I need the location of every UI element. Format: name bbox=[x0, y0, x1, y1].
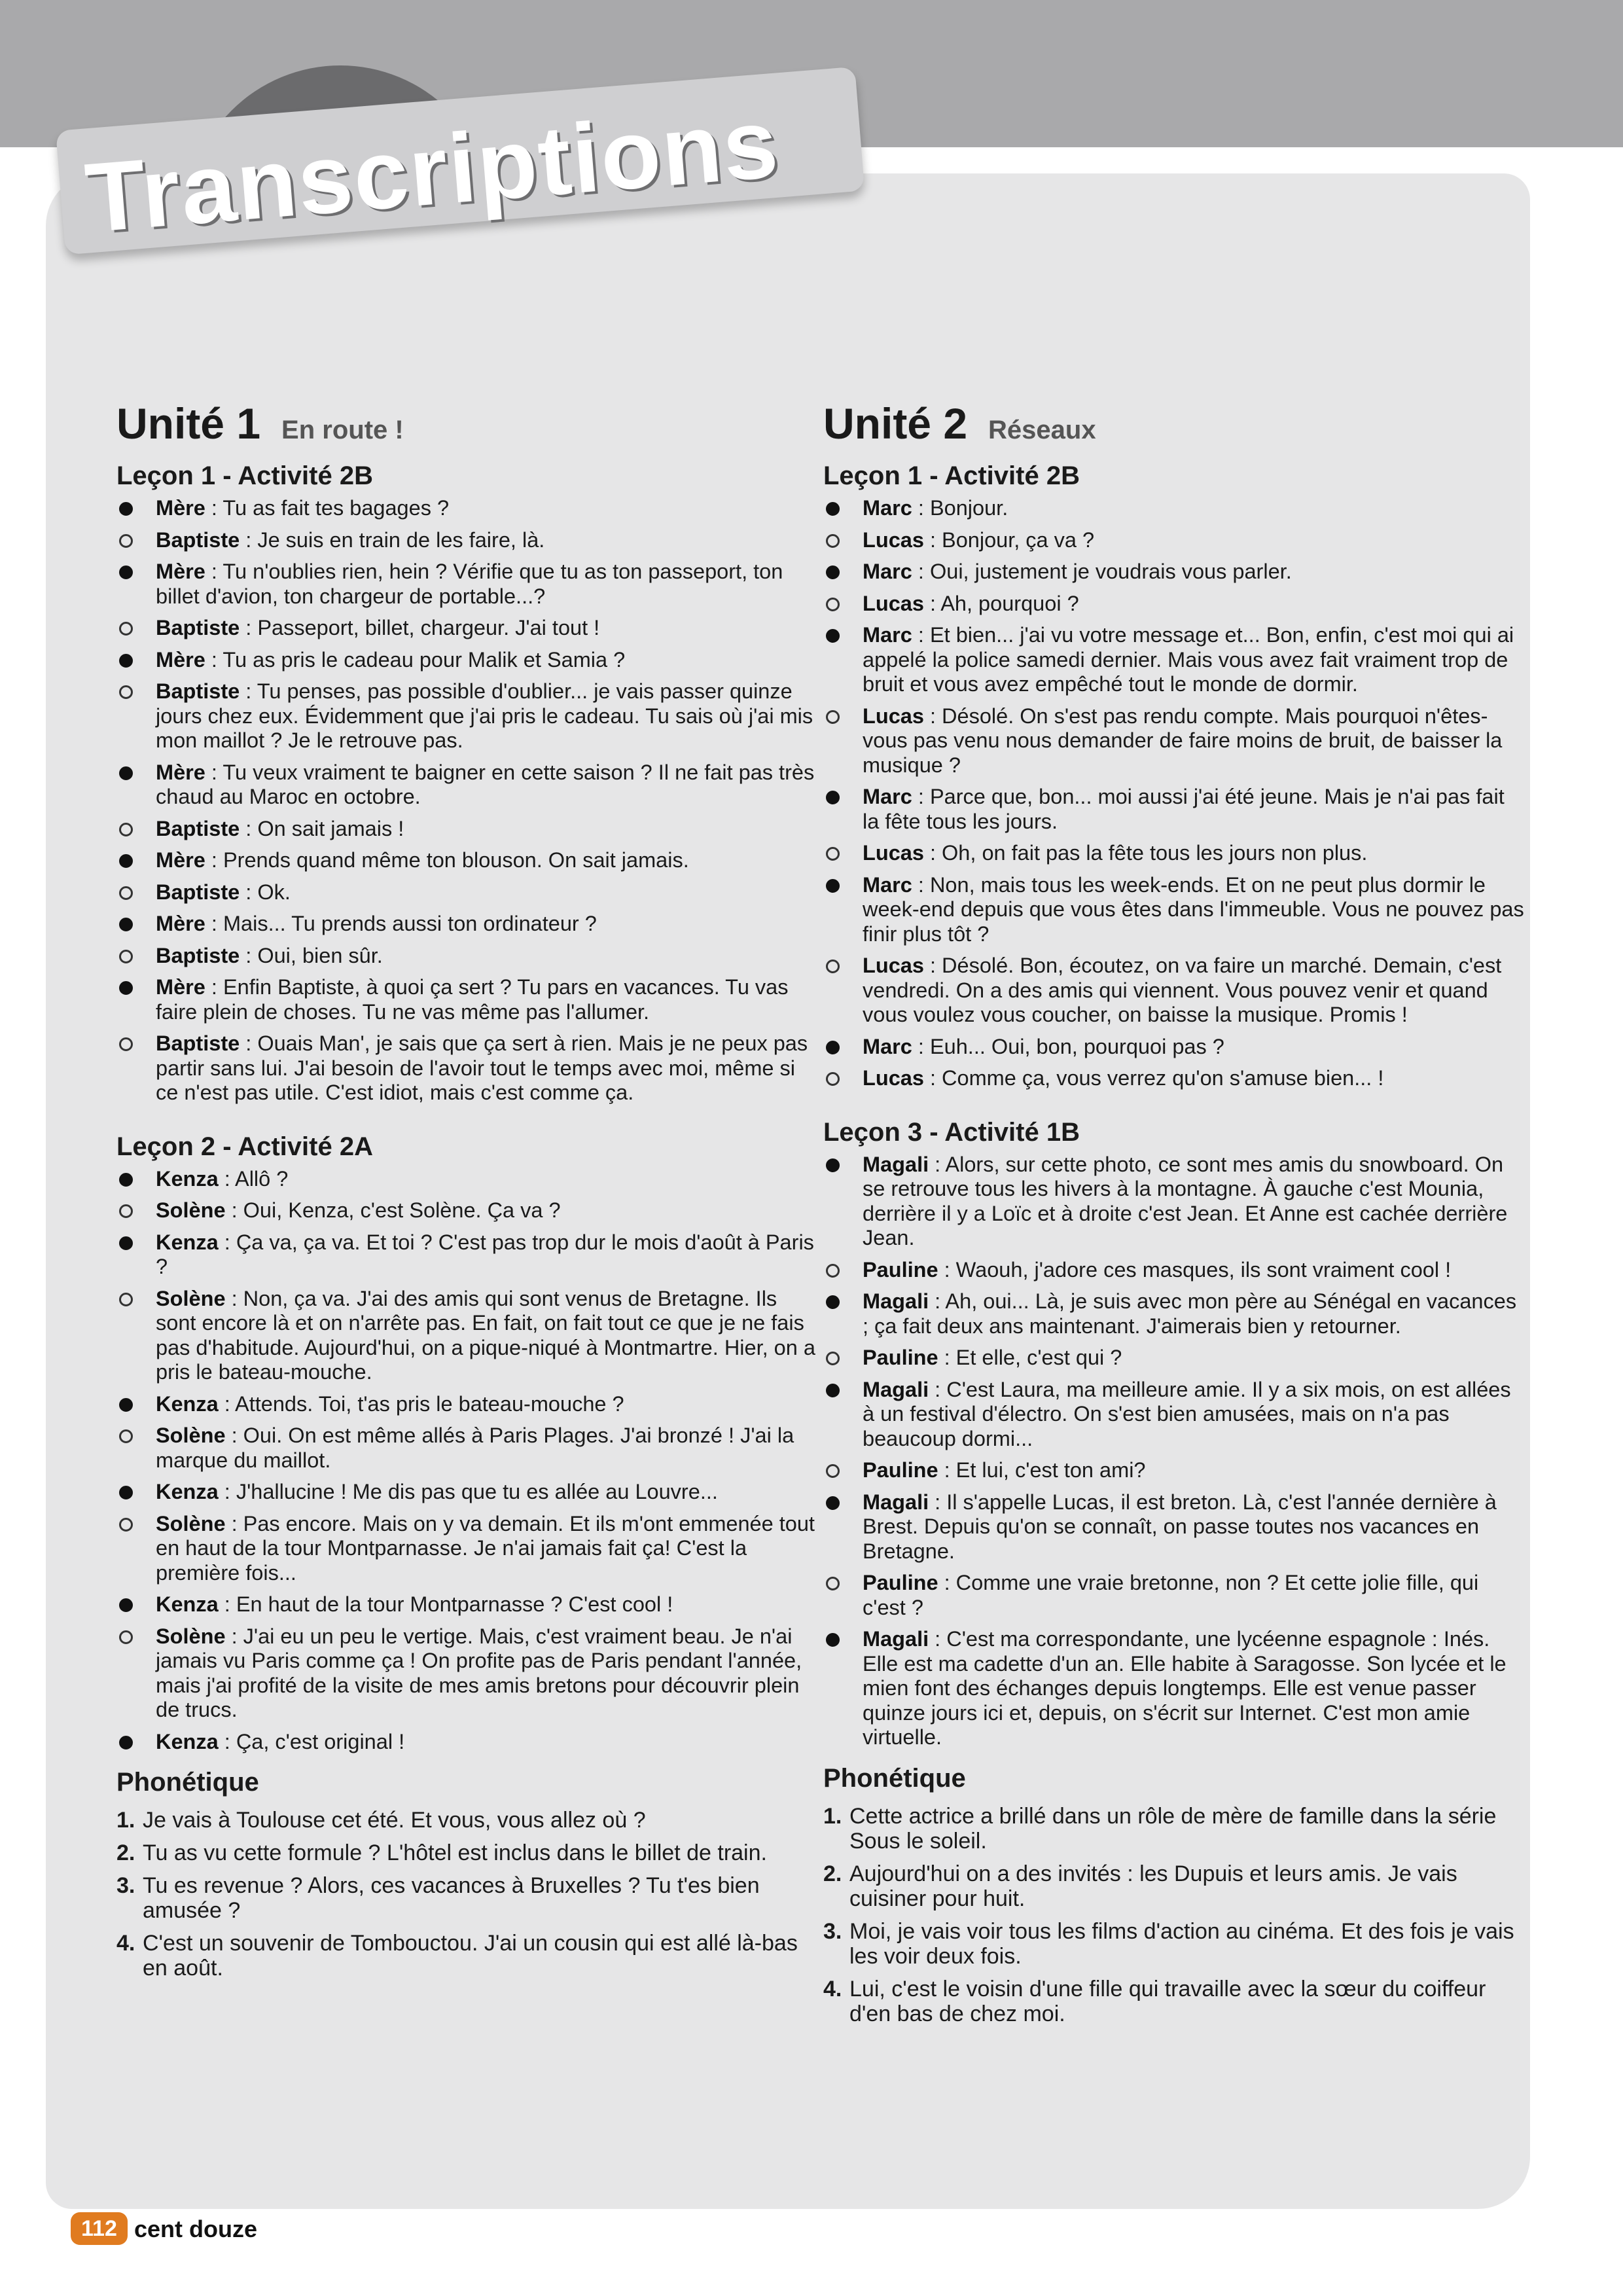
dialogue-text: : Comme une vraie bretonne, non ? Et cette jolie fille, qui c'est ? bbox=[863, 1571, 1479, 1619]
dialogue-line bbox=[823, 954, 1527, 1028]
dialogue-text: : En haut de la tour Montparnasse ? C'est cool ! bbox=[218, 1592, 673, 1616]
hollow-bullet-icon bbox=[826, 1264, 840, 1278]
page-number-badge: 112 bbox=[71, 2212, 128, 2245]
hollow-bullet-icon bbox=[826, 710, 840, 724]
dialogue-text: : Et lui, c'est ton ami? bbox=[938, 1458, 1146, 1482]
dialogue-line bbox=[116, 848, 820, 873]
dialogue-text: : Ok. bbox=[240, 880, 291, 904]
dialogue-line bbox=[823, 873, 1527, 947]
unit-number: Unité 2 bbox=[823, 399, 968, 448]
dialogue-text: : Alors, sur cette photo, ce sont mes amis du snowboard. On se retrouve tous les hivers à la montagne. À gauche c'est Mounia, derrière il y a Loïc et à droite c'est Jean. Et Anne est cachée derrière Jean. bbox=[863, 1152, 1508, 1249]
dialogue-line bbox=[116, 1730, 820, 1755]
phonetique-item bbox=[116, 1840, 820, 1865]
hollow-bullet-icon bbox=[119, 622, 133, 636]
dialogue-line bbox=[116, 1167, 820, 1192]
dialogue-line bbox=[116, 1424, 820, 1473]
dialogue-line bbox=[823, 1571, 1527, 1620]
dialogue-text: : Bonjour. bbox=[912, 496, 1008, 520]
phonetique-text: Aujourd'hui on a des invités : les Dupuis et leurs amis. Je vais cuisiner pour huit. bbox=[849, 1861, 1457, 1911]
speaker-name: Mère bbox=[156, 760, 205, 784]
phonetique-item bbox=[823, 1804, 1527, 1854]
speaker-name: Mère bbox=[156, 912, 205, 935]
speaker-name: Marc bbox=[863, 496, 912, 520]
speaker-name: Pauline bbox=[863, 1346, 938, 1369]
dialogue-list bbox=[823, 1153, 1527, 1750]
dialogue-text: : Oui. On est même allés à Paris Plages. J'ai bronzé ! J'ai la marque du maillot. bbox=[156, 1424, 794, 1472]
dialogue-line bbox=[823, 1035, 1527, 1060]
hollow-bullet-icon bbox=[826, 1352, 840, 1365]
hollow-bullet-icon bbox=[119, 1204, 133, 1218]
dialogue-line bbox=[116, 528, 820, 553]
speaker-name: Kenza bbox=[156, 1230, 219, 1254]
hollow-bullet-icon bbox=[826, 598, 840, 611]
dialogue-line bbox=[823, 1346, 1527, 1371]
dialogue-text: : Et elle, c'est qui ? bbox=[938, 1346, 1122, 1369]
hollow-bullet-icon bbox=[826, 1464, 840, 1478]
dialogue-line bbox=[823, 1289, 1527, 1338]
filled-bullet-icon bbox=[826, 1496, 840, 1510]
hollow-bullet-icon bbox=[826, 1577, 840, 1590]
dialogue-line bbox=[116, 1287, 820, 1385]
dialogue-list bbox=[823, 496, 1527, 1091]
item-number: 1. bbox=[823, 1803, 842, 1829]
filled-bullet-icon bbox=[826, 629, 840, 643]
dialogue-line bbox=[116, 496, 820, 521]
dialogue-line bbox=[116, 616, 820, 641]
filled-bullet-icon bbox=[119, 854, 133, 868]
phonetique-item bbox=[823, 1861, 1527, 1911]
filled-bullet-icon bbox=[826, 1041, 840, 1054]
speaker-name: Lucas bbox=[863, 591, 924, 615]
speaker-name: Mère bbox=[156, 560, 205, 583]
filled-bullet-icon bbox=[119, 565, 133, 579]
dialogue-text: : J'ai eu un peu le vertige. Mais, c'est vraiment beau. Je n'ai jamais vu Paris comme ça ! On profite pas de Paris pendant l'année, mais j'ai profité de la visite de mes amis bretons pour découvrir plein de trucs. bbox=[156, 1624, 802, 1721]
dialogue-text: : Bonjour, ça va ? bbox=[923, 528, 1095, 552]
filled-bullet-icon bbox=[119, 981, 133, 995]
hollow-bullet-icon bbox=[119, 823, 133, 836]
speaker-name: Baptiste bbox=[156, 616, 240, 639]
phonetique-item bbox=[823, 1919, 1527, 1969]
speaker-name: Baptiste bbox=[156, 528, 240, 552]
filled-bullet-icon bbox=[826, 1633, 840, 1647]
hollow-bullet-icon bbox=[119, 1037, 133, 1051]
dialogue-text: : Ouais Man', je sais que ça sert à rien. Mais je ne peux pas partir sans lui. J'ai besoin de l'avoir tout le temps avec moi, même si ce n'est pas utile. C'est idiot, mais c'est comme ça. bbox=[156, 1031, 808, 1104]
filled-bullet-icon bbox=[119, 766, 133, 780]
speaker-name: Baptiste bbox=[156, 1031, 240, 1055]
left-column bbox=[116, 401, 820, 1988]
speaker-name: Solène bbox=[156, 1286, 226, 1310]
dialogue-line bbox=[116, 944, 820, 969]
speaker-name: Magali bbox=[863, 1377, 929, 1401]
speaker-name: Pauline bbox=[863, 1571, 938, 1594]
speaker-name: Lucas bbox=[863, 841, 924, 865]
filled-bullet-icon bbox=[119, 1598, 133, 1612]
dialogue-line bbox=[116, 1480, 820, 1505]
dialogue-text: : Tu as pris le cadeau pour Malik et Samia ? bbox=[205, 647, 626, 672]
speaker-name: Solène bbox=[156, 1424, 226, 1447]
hollow-bullet-icon bbox=[119, 534, 133, 548]
dialogue-text: : Ah, oui... Là, je suis avec mon père au Sénégal en vacances ; ça fait deux ans maintenant. J'aimerais bien y retourner. bbox=[863, 1289, 1517, 1338]
dialogue-text: : Euh... Oui, bon, pourquoi pas ? bbox=[912, 1034, 1224, 1058]
dialogue-line bbox=[823, 496, 1527, 521]
speaker-name: Mère bbox=[156, 496, 205, 520]
dialogue-line bbox=[823, 560, 1527, 584]
filled-bullet-icon bbox=[119, 1173, 133, 1187]
speaker-name: Mère bbox=[156, 647, 205, 672]
dialogue-text: : Non, ça va. J'ai des amis qui sont venus de Bretagne. Ils sont encore là et on n'arrête pas. En fait, on fait tout ce que je ne fais pas d'habitude. Aujourd'hui, on a pique-niqué à Montmartre. Hier, on a pris le bateau-mouche. bbox=[156, 1286, 815, 1384]
item-number: 1. bbox=[116, 1808, 135, 1833]
phonetique-item bbox=[116, 1808, 820, 1833]
phonetique-item bbox=[823, 1977, 1527, 2026]
dialogue-text: : Non, mais tous les week-ends. Et on ne peut plus dormir le week-end depuis que vous êtes dans l'immeuble. Vous ne pouvez pas finir plus tôt ? bbox=[863, 872, 1524, 946]
dialogue-line bbox=[823, 1490, 1527, 1564]
hollow-bullet-icon bbox=[826, 847, 840, 861]
hollow-bullet-icon bbox=[119, 685, 133, 699]
speaker-name: Solène bbox=[156, 1198, 226, 1222]
phonetique-list bbox=[823, 1804, 1527, 2026]
speaker-name: Baptiste bbox=[156, 679, 240, 703]
dialogue-line bbox=[116, 679, 820, 753]
filled-bullet-icon bbox=[119, 1486, 133, 1499]
phonetique-list bbox=[116, 1808, 820, 1981]
unit-title: En route ! bbox=[281, 416, 404, 444]
item-number: 4. bbox=[116, 1931, 135, 1956]
dialogue-line bbox=[823, 1066, 1527, 1091]
dialogue-text: : Tu penses, pas possible d'oublier... je vais passer quinze jours chez eux. Évidemment que j'ai pris le cadeau. Tu sais où j'ai mis mon maillot ? Je le retrouve pas. bbox=[156, 679, 813, 752]
speaker-name: Mère bbox=[156, 975, 205, 999]
phonetique-text: Je vais à Toulouse cet été. Et vous, vous allez où ? bbox=[143, 1808, 646, 1833]
dialogue-text: : Attends. Toi, t'as pris le bateau-mouche ? bbox=[218, 1391, 624, 1416]
dialogue-text: : Pas encore. Mais on y va demain. Et ils m'ont emmenée tout en haut de la tour Montparnasse. Je n'ai jamais fait ça! C'est la première fois... bbox=[156, 1511, 815, 1585]
page-title: Transcriptions bbox=[81, 87, 783, 253]
dialogue-text: : Tu n'oublies rien, hein ? Vérifie que tu as ton passeport, ton billet d'avion, ton chargeur de portable...? bbox=[156, 560, 783, 608]
dialogue-text: : Désolé. Bon, écoutez, on va faire un marché. Demain, c'est vendredi. On a des amis qui viennent. Vous pouvez venir et quand vous voulez vous coucher, on baisse la musique. Promis ! bbox=[863, 954, 1502, 1026]
phonetique-heading: Phonétique bbox=[116, 1768, 259, 1797]
speaker-name: Mère bbox=[156, 848, 205, 872]
filled-bullet-icon bbox=[826, 879, 840, 893]
filled-bullet-icon bbox=[119, 1398, 133, 1412]
phonetique-item bbox=[116, 1931, 820, 1981]
dialogue-text: : Parce que, bon... moi aussi j'ai été jeune. Mais je n'ai pas fait la fête tous les jours. bbox=[863, 785, 1505, 833]
speaker-name: Magali bbox=[863, 1627, 929, 1651]
speaker-name: Marc bbox=[863, 623, 912, 647]
speaker-name: Pauline bbox=[863, 1458, 938, 1482]
item-number: 3. bbox=[116, 1873, 135, 1898]
item-number: 2. bbox=[823, 1861, 842, 1886]
dialogue-line bbox=[116, 1512, 820, 1586]
lesson-heading: Leçon 1 - Activité 2B bbox=[116, 461, 373, 490]
dialogue-line bbox=[116, 648, 820, 673]
dialogue-line bbox=[823, 623, 1527, 697]
speaker-name: Marc bbox=[863, 560, 912, 583]
dialogue-text: : Oui, justement je voudrais vous parler. bbox=[912, 560, 1292, 583]
dialogue-text: : Mais... Tu prends aussi ton ordinateur ? bbox=[205, 912, 597, 935]
dialogue-text: : C'est Laura, ma meilleure amie. Il y a six mois, on est allées à un festival d'électro. On s'est bien amusées, mais on n'a pas beaucoup dormi... bbox=[863, 1377, 1511, 1450]
dialogue-text: : Oui, Kenza, c'est Solène. Ça va ? bbox=[225, 1198, 561, 1222]
hollow-bullet-icon bbox=[826, 960, 840, 973]
dialogue-line bbox=[116, 1624, 820, 1723]
dialogue-line bbox=[823, 1258, 1527, 1283]
hollow-bullet-icon bbox=[826, 534, 840, 548]
phonetique-text: C'est un souvenir de Tombouctou. J'ai un cousin qui est allé là-bas en août. bbox=[143, 1931, 798, 1981]
dialogue-text: : Ah, pourquoi ? bbox=[923, 591, 1079, 615]
dialogue-text: : Ça, c'est original ! bbox=[218, 1729, 405, 1753]
dialogue-text: : Passeport, billet, chargeur. J'ai tout ! bbox=[240, 616, 600, 639]
dialogue-line bbox=[116, 1592, 820, 1617]
speaker-name: Kenza bbox=[156, 1592, 219, 1616]
hollow-bullet-icon bbox=[119, 1518, 133, 1532]
dialogue-text: : On sait jamais ! bbox=[240, 816, 404, 840]
unit-heading bbox=[823, 401, 1527, 454]
phonetique-text: Lui, c'est le voisin d'une fille qui travaille avec la sœur du coiffeur d'en bas de chez moi. bbox=[849, 1976, 1486, 2026]
speaker-name: Kenza bbox=[156, 1729, 219, 1753]
speaker-name: Solène bbox=[156, 1511, 226, 1535]
lesson-heading: Leçon 2 - Activité 2A bbox=[116, 1132, 373, 1161]
dialogue-text: : Oui, bien sûr. bbox=[240, 943, 383, 967]
item-number: 4. bbox=[823, 1976, 842, 2001]
hollow-bullet-icon bbox=[119, 1293, 133, 1306]
speaker-name: Lucas bbox=[863, 528, 924, 552]
dialogue-line bbox=[823, 592, 1527, 617]
filled-bullet-icon bbox=[826, 791, 840, 804]
dialogue-line bbox=[116, 1031, 820, 1105]
dialogue-text: : Désolé. On s'est pas rendu compte. Mais pourquoi n'êtes-vous pas venu nous demander de faire moins de bruit, de baisser la musique ? bbox=[863, 704, 1503, 777]
speaker-name: Magali bbox=[863, 1490, 929, 1514]
dialogue-line bbox=[116, 975, 820, 1024]
speaker-name: Marc bbox=[863, 872, 912, 897]
speaker-name: Baptiste bbox=[156, 880, 240, 904]
hollow-bullet-icon bbox=[826, 1072, 840, 1086]
phonetique-text: Cette actrice a brillé dans un rôle de mère de famille dans la série Sous le soleil. bbox=[849, 1803, 1497, 1854]
phonetique-item bbox=[116, 1873, 820, 1923]
speaker-name: Magali bbox=[863, 1289, 929, 1313]
speaker-name: Lucas bbox=[863, 954, 924, 977]
phonetique-heading: Phonétique bbox=[823, 1763, 966, 1793]
speaker-name: Magali bbox=[863, 1152, 929, 1176]
dialogue-text: : Tu veux vraiment te baigner en cette saison ? Il ne fait pas très chaud au Maroc en octobre. bbox=[156, 760, 815, 808]
phonetique-text: Moi, je vais voir tous les films d'action au cinéma. Et des fois je vais les voir deux fois. bbox=[849, 1918, 1514, 1969]
phonetique-text: Tu as vu cette formule ? L'hôtel est inclus dans le billet de train. bbox=[143, 1840, 767, 1865]
dialogue-text: : Enfin Baptiste, à quoi ça sert ? Tu pars en vacances. Tu vas faire plein de choses. Tu ne vas même pas l'allumer. bbox=[156, 975, 789, 1024]
dialogue-line bbox=[823, 528, 1527, 553]
filled-bullet-icon bbox=[826, 565, 840, 579]
unit-title: Réseaux bbox=[988, 416, 1096, 444]
dialogue-text: : Je suis en train de les faire, là. bbox=[240, 528, 545, 552]
dialogue-line bbox=[823, 1627, 1527, 1750]
dialogue-text: : Comme ça, vous verrez qu'on s'amuse bien... ! bbox=[923, 1066, 1384, 1090]
speaker-name: Baptiste bbox=[156, 816, 240, 840]
hollow-bullet-icon bbox=[119, 950, 133, 963]
dialogue-line bbox=[116, 1392, 820, 1417]
dialogue-text: : Allô ? bbox=[218, 1166, 289, 1191]
dialogue-text: : Ça va, ça va. Et toi ? C'est pas trop dur le mois d'août à Paris ? bbox=[156, 1230, 814, 1278]
dialogue-line bbox=[823, 704, 1527, 778]
lesson-heading: Leçon 3 - Activité 1B bbox=[823, 1117, 1080, 1147]
hollow-bullet-icon bbox=[119, 886, 133, 900]
phonetique-text: Tu es revenue ? Alors, ces vacances à Bruxelles ? Tu t'es bien amusée ? bbox=[143, 1873, 760, 1923]
dialogue-line bbox=[823, 841, 1527, 866]
dialogue-line bbox=[823, 1153, 1527, 1251]
filled-bullet-icon bbox=[119, 918, 133, 931]
dialogue-line bbox=[116, 761, 820, 810]
filled-bullet-icon bbox=[119, 1236, 133, 1250]
right-column bbox=[823, 401, 1527, 2034]
unit-number: Unité 1 bbox=[116, 399, 261, 448]
dialogue-text: : Waouh, j'adore ces masques, ils sont vraiment cool ! bbox=[938, 1257, 1452, 1282]
speaker-name: Solène bbox=[156, 1624, 226, 1648]
filled-bullet-icon bbox=[119, 1736, 133, 1749]
dialogue-text: : Prends quand même ton blouson. On sait jamais. bbox=[205, 848, 689, 872]
page-number-words: cent douze bbox=[134, 2215, 258, 2242]
dialogue-line bbox=[116, 817, 820, 842]
dialogue-text: : Oh, on fait pas la fête tous les jours non plus. bbox=[923, 841, 1368, 865]
dialogue-line bbox=[116, 1198, 820, 1223]
dialogue-text: : Tu as fait tes bagages ? bbox=[205, 496, 450, 520]
item-number: 2. bbox=[116, 1840, 135, 1865]
lesson-heading: Leçon 1 - Activité 2B bbox=[823, 461, 1080, 490]
speaker-name: Pauline bbox=[863, 1257, 938, 1282]
dialogue-line bbox=[823, 785, 1527, 834]
dialogue-line bbox=[116, 912, 820, 937]
speaker-name: Marc bbox=[863, 1034, 912, 1058]
filled-bullet-icon bbox=[119, 654, 133, 668]
filled-bullet-icon bbox=[826, 502, 840, 516]
dialogue-line bbox=[116, 1230, 820, 1280]
speaker-name: Baptiste bbox=[156, 943, 240, 967]
dialogue-list bbox=[116, 1167, 820, 1755]
speaker-name: Lucas bbox=[863, 1066, 924, 1090]
hollow-bullet-icon bbox=[119, 1630, 133, 1644]
speaker-name: Kenza bbox=[156, 1480, 219, 1503]
dialogue-text: : C'est ma correspondante, une lycéenne espagnole : Inés. Elle est ma cadette d'un an. Elle habite à Saragosse. Son lycée et le mien font des échanges depuis longtemps. Elle est venue passer quinze jours ici et, depuis, on s'écrit sur Internet. C'est mon amie virtuelle. bbox=[863, 1627, 1507, 1749]
filled-bullet-icon bbox=[826, 1158, 840, 1172]
dialogue-list bbox=[116, 496, 820, 1105]
dialogue-text: : Il s'appelle Lucas, il est breton. Là, c'est l'année dernière à Brest. Depuis qu'on se connaît, on passe toutes nos vacances en Bretagne. bbox=[863, 1490, 1497, 1563]
unit-heading bbox=[116, 401, 820, 454]
dialogue-text: : J'hallucine ! Me dis pas que tu es allée au Louvre... bbox=[218, 1480, 718, 1503]
speaker-name: Marc bbox=[863, 785, 912, 808]
speaker-name: Kenza bbox=[156, 1166, 219, 1191]
filled-bullet-icon bbox=[826, 1295, 840, 1309]
dialogue-line bbox=[823, 1378, 1527, 1452]
dialogue-line bbox=[116, 560, 820, 609]
filled-bullet-icon bbox=[119, 502, 133, 516]
speaker-name: Kenza bbox=[156, 1391, 219, 1416]
item-number: 3. bbox=[823, 1918, 842, 1944]
dialogue-line bbox=[823, 1458, 1527, 1483]
speaker-name: Lucas bbox=[863, 704, 924, 728]
filled-bullet-icon bbox=[826, 1384, 840, 1397]
dialogue-line bbox=[116, 880, 820, 905]
dialogue-text: : Et bien... j'ai vu votre message et... Bon, enfin, c'est moi qui ai appelé la police samedi dernier. Mais vous avez fait vraiment trop de bruit et vous avez empêché tout le monde de dormir. bbox=[863, 623, 1514, 696]
hollow-bullet-icon bbox=[119, 1429, 133, 1443]
